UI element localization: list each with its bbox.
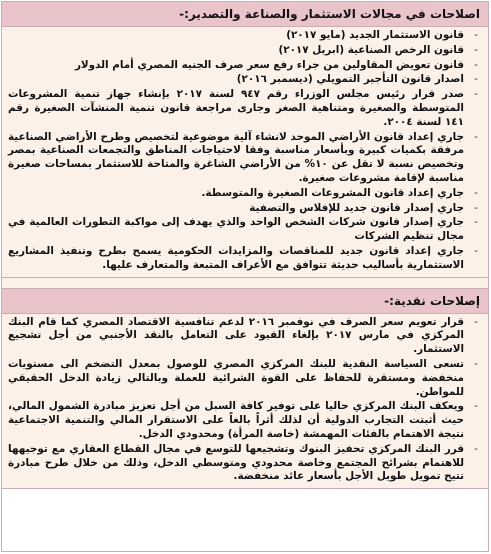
bullet-marker: - xyxy=(474,400,478,413)
bullet-marker: - xyxy=(474,216,478,229)
section-title-monetary: إصلاحات نقدية:- xyxy=(2,289,488,314)
bullet-marker: - xyxy=(474,244,478,257)
bullet-marker: - xyxy=(474,357,478,370)
bullet-marker: - xyxy=(474,130,478,143)
bullet-marker: - xyxy=(474,186,478,199)
list-item-text: جاري إعداد قانون الأراضي الموحد لانشاء آلية موضوعية لتخصيص وطرح الأراضي الصناعية مرفقة بكميات كبيرة وبأسعار مناسبة وفقا لاحتياجات المناطق والتجمعات الصناعية بمصر وتخصيص نسبة لا تقل عن ١٠% من الأراضي الشاغرة والمتاحة للاستثمار بمساحات صغيرة مناسبة لإقامة مشروعات صغيرة. xyxy=(8,130,464,184)
list-item xyxy=(8,216,484,244)
bullet-marker: - xyxy=(474,29,478,41)
list-item xyxy=(8,316,484,357)
list-item xyxy=(8,400,484,441)
list-item xyxy=(8,187,484,201)
section-spacer xyxy=(2,278,488,289)
list-item-text: قرار تعويم سعر الصرف في نوفمبر ٢٠١٦ لدعم تنافسية الاقتصاد المصري كما قام البنك المركزي في مارس ٢٠١٧ بإلغاء القيود على التعامل بالنقد الأجنبي من أجل تشجيع الاستثمار. xyxy=(8,315,464,356)
bullet-marker: - xyxy=(474,88,478,101)
section-body-monetary xyxy=(2,314,488,490)
list-item xyxy=(8,443,484,484)
list-item xyxy=(8,88,484,129)
bullet-marker: - xyxy=(474,58,478,71)
list-item xyxy=(8,29,484,43)
list-item-text: ويعكف البنك المركزي حاليا على توفير كافة السبل من أجل تعزيز مبادرة الشمول المالي، حيث أثبتت التجارب الدولية أن لذلك أثراً بالغاً على الاستقرار المالي والتنمية الاجتماعية نتيجة الاهتمام بالفئات المهمشة (خاصة المرأة) ومحدودي الدخل. xyxy=(8,400,464,440)
list-item-text: تسعى السياسة النقدية للبنك المركزي المصري للوصول بمعدل التضخم الى مستويات منخفضة ومستقرة للحفاظ على القوة الشرائية للعملة وبالتالي زيادة الدخل الحقيقي للمواطن. xyxy=(8,357,464,398)
bullet-marker: - xyxy=(474,442,478,455)
bullet-marker: - xyxy=(474,315,478,328)
list-item-text: صدر قرار رئيس مجلس الوزراء رقم ٩٤٧ لسنة ٢٠١٧ بإنشاء جهاز تنمية المشروعات المتوسطة والصغيرة ومتناهية الصغر وجارى مراجعة قانون تنمية المنشآت الصغيرة رقم ١٤١ لسنة ٢٠٠٤. xyxy=(8,88,464,128)
bullet-marker: - xyxy=(474,43,478,56)
list-item-text: جاري إصدار قانون شركات الشخص الواحد والذي يهدف إلى مواكبة التطورات العالمية في مجال تنظيم الشركات xyxy=(8,216,464,243)
list-item-text: قانون الرخص الصناعية (ابريل ٢٠١٧) xyxy=(278,43,464,56)
list-item-text: جاري إصدار قانون جديد للإفلاس والتصفية xyxy=(249,201,464,214)
list-item xyxy=(8,245,484,273)
document-panel xyxy=(1,1,489,552)
list-item xyxy=(8,44,484,58)
list-item xyxy=(8,59,484,73)
bullet-marker: - xyxy=(474,201,478,214)
list-item-text: قانون الاستثمار الجديد (مايو ٢٠١٧) xyxy=(286,29,464,41)
list-item xyxy=(8,131,484,186)
section-title-investment: اصلاحات في مجالات الاستثمار والصناعة والتصدير:- xyxy=(2,2,488,27)
list-item-text: اصدار قانون التأجير التمويلي (ديسمبر ٢٠١٦) xyxy=(236,73,464,86)
monetary-reforms-list xyxy=(8,316,484,485)
list-item-text: قرر البنك المركزي تحفيز البنوك وتشجيعها للتوسع في مجال القطاع العقاري مع توجيهها للاهتمام بشرائح المجتمع وخاصة محدودي ومتوسطي الدخل، وذلك من خلال طرح مبادرة تتيح تمويل طويل الأجل بأسعار عائد منخفضة. xyxy=(8,442,464,483)
list-item xyxy=(8,358,484,399)
list-item-text: جاري إعداد قانون المشروعات الصغيرة والمتوسطة. xyxy=(201,186,464,199)
investment-reforms-list xyxy=(8,29,484,273)
list-item-text: قانون تعويض المقاولين من جراء رفع سعر صرف الجنيه المصري أمام الدولار xyxy=(74,58,464,71)
list-item-text: جاري إعداد قانون جديد للمناقصات والمزايدات الحكومية يسمح بطرح وتنفيذ المشاريع الاستثمارية بأساليب حديثة تتوافق مع الأعراف المتبعة والمتعارف عليها. xyxy=(8,244,464,271)
bullet-marker: - xyxy=(474,73,478,86)
list-item xyxy=(8,73,484,87)
list-item xyxy=(8,202,484,216)
section-body-investment xyxy=(2,27,488,278)
